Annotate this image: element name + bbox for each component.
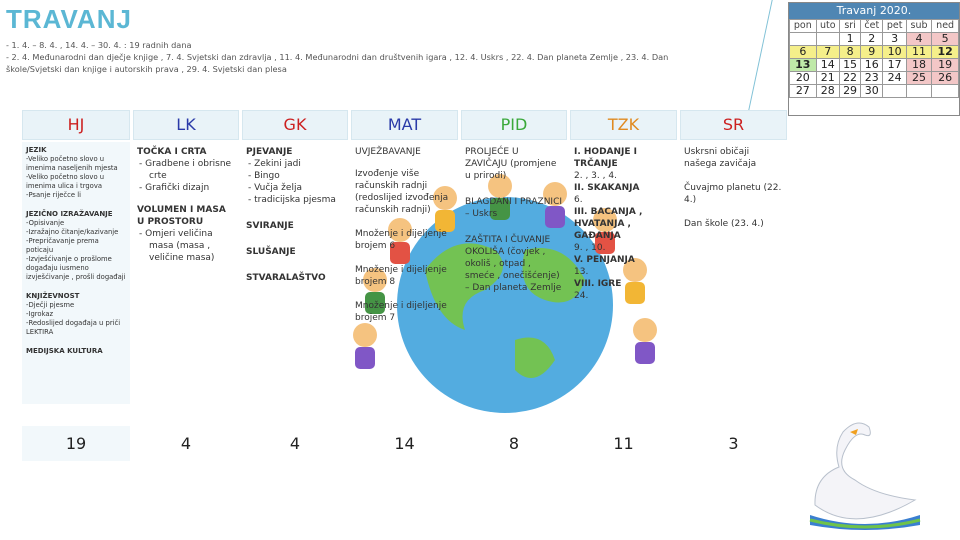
summary-line: - 2. 4. Međunarodni dan dječje knjige , 7. 4. Svjetski dan zdravlja , 11. 4. Međunarodni dan društvenih igara , 12. 4. Uskrs , 22. 4. Dan planeta Zemlje , 23. 4. Dan: [6, 52, 669, 62]
calendar-day: 14: [816, 59, 839, 72]
hj-item: -Izražajno čitanje/kazivanje: [26, 228, 119, 236]
mat-item: Množenje i dijeljenje brojem 6: [355, 229, 447, 251]
sr-item: Čuvajmo planetu (22. 4.): [684, 183, 782, 205]
gk-title: STVARALAŠTVO: [246, 273, 326, 283]
subject-header-lk: [133, 110, 239, 140]
hj-medij-title: MEDIJSKA KULTURA: [26, 347, 103, 355]
lk-item: - Grafički dizajn: [139, 183, 210, 193]
subject-name: PID: [500, 115, 528, 134]
calendar-day: 10: [883, 46, 906, 59]
gk-item: - tradicijska pjesma: [248, 195, 336, 205]
subject-header-mat: [351, 110, 458, 140]
calendar-day: 29: [839, 85, 860, 98]
calendar-day: 12: [932, 46, 959, 59]
subject-header-pid: [461, 110, 567, 140]
calendar-day: 2: [861, 33, 883, 46]
lk-title: VOLUMEN I MASA U PROSTORU: [137, 205, 226, 227]
hj-item: -Veliko početno slovo u imenima ulica i trgova: [26, 173, 105, 190]
hj-jezik-title: JEZIK: [26, 146, 47, 154]
tzk-item: 2. , 3. , 4.: [574, 171, 617, 181]
mat-column: [351, 142, 458, 352]
total-hj: 19: [22, 426, 130, 461]
subject-name: MAT: [387, 115, 422, 134]
calendar-day: 19: [932, 59, 959, 72]
calendar-day-name: uto: [816, 20, 839, 33]
sr-column: [680, 142, 787, 272]
tzk-item: 9. , 10.: [574, 243, 606, 253]
calendar-day: 6: [790, 46, 817, 59]
calendar-day: 17: [883, 59, 906, 72]
swan-illustration: [805, 420, 925, 530]
subject-name: SR: [722, 115, 745, 134]
calendar-day: 8: [839, 46, 860, 59]
tzk-item: II. SKAKANJA: [574, 183, 640, 193]
calendar-day: 27: [790, 85, 817, 98]
gk-item: - Vučja želja: [248, 183, 302, 193]
hj-item: -Dječji pjesme: [26, 301, 75, 309]
calendar-day: 22: [839, 72, 860, 85]
calendar-day: [790, 33, 817, 46]
curriculum-grid: [22, 110, 787, 458]
hj-item: -Veliko početno slovo u imenima naseljenih mjesta: [26, 155, 118, 172]
calendar-day: [932, 85, 959, 98]
mat-item: Množenje i dijeljenje brojem 8: [355, 265, 447, 287]
calendar-day-name: sri: [839, 20, 860, 33]
gk-title: PJEVANJE: [246, 147, 293, 157]
calendar-day-name: sub: [906, 20, 931, 33]
calendar-day: 5: [932, 33, 959, 46]
total-gk: 4: [289, 434, 301, 453]
calendar-day: [883, 85, 906, 98]
hj-item: -Psanje riječce li: [26, 191, 82, 199]
subject-header-hj: [22, 110, 130, 140]
lk-column: [133, 142, 239, 263]
mat-item: Izvođenje više računskih radnji (redoslijed izvođenja računskih radnji): [355, 169, 449, 215]
hj-knjizevnost-title: KNJIŽEVNOST: [26, 292, 80, 300]
calendar-day: 3: [883, 33, 906, 46]
calendar-title: Travanj 2020.: [789, 3, 959, 19]
calendar-day: 11: [906, 46, 931, 59]
total-mat: 14: [394, 434, 415, 453]
calendar-day: [906, 85, 931, 98]
hj-item: -Opisivanje: [26, 219, 65, 227]
sr-item: Uskrsni običaji našega zavičaja: [684, 147, 757, 169]
subject-header-sr: [680, 110, 787, 140]
calendar-day: [816, 33, 839, 46]
subject-name: GK: [283, 115, 307, 134]
calendar-day: 21: [816, 72, 839, 85]
calendar-day: 25: [906, 72, 931, 85]
sr-item: Dan škole (23. 4.): [684, 219, 764, 229]
subject-header-tzk: [570, 110, 677, 140]
hj-item: LEKTIRA: [26, 328, 54, 336]
tzk-item: 6.: [574, 195, 583, 205]
calendar-day: 16: [861, 59, 883, 72]
subject-header-gk: [242, 110, 348, 140]
calendar-day: 1: [839, 33, 860, 46]
total-sr: 3: [728, 434, 739, 453]
total-lk: 4: [180, 434, 192, 453]
subject-name: HJ: [67, 115, 85, 134]
calendar-day: 9: [861, 46, 883, 59]
calendar-day-name: pet: [883, 20, 906, 33]
calendar: [788, 2, 960, 116]
subject-name: LK: [176, 115, 196, 134]
calendar-day-name: pon: [790, 20, 817, 33]
summary-line: škole/Svjetski dan knjige i autorskih prava , 29. 4. Svjetski dan plesa: [6, 64, 287, 74]
total-tzk: 11: [613, 434, 634, 453]
gk-item: - Zekini jadi: [248, 159, 301, 169]
calendar-day: 20: [790, 72, 817, 85]
gk-title: SVIRANJE: [246, 221, 294, 231]
calendar-day-name: čet: [861, 20, 883, 33]
mat-item: UVJEŽBAVANJE: [355, 147, 421, 157]
tzk-item: 24.: [574, 291, 589, 301]
calendar-day: 28: [816, 85, 839, 98]
tzk-item: III. BACANJA , HVATANJA , GAĐANJA: [574, 207, 643, 241]
lk-title: TOČKA I CRTA: [137, 147, 207, 157]
tzk-item: I. HODANJE I TRČANJE: [574, 147, 638, 169]
calendar-day: 26: [932, 72, 959, 85]
tzk-column: [570, 142, 677, 312]
pid-item: PROLJEĆE U ZAVIČAJU (promjene u prirodi): [465, 147, 557, 181]
tzk-item: 13.: [574, 267, 589, 277]
pid-column: [461, 142, 567, 312]
calendar-day: 24: [883, 72, 906, 85]
tzk-item: VIII. IGRE: [574, 279, 622, 289]
page-title: TRAVANJ: [6, 4, 132, 34]
hj-column: [22, 142, 130, 404]
month-summary: [6, 39, 781, 75]
lk-item: - Gradbene i obrisne crte: [139, 159, 232, 181]
hj-item: -Igrokaz: [26, 310, 54, 318]
calendar-day: 23: [861, 72, 883, 85]
gk-item: - Bingo: [248, 171, 280, 181]
total-pid: 8: [508, 434, 520, 453]
calendar-table: [789, 19, 959, 98]
calendar-day: 18: [906, 59, 931, 72]
hj-izrazavanje-title: JEZIČNO IZRAŽAVANJE: [26, 210, 113, 218]
calendar-day: 13: [790, 59, 817, 72]
calendar-day: 15: [839, 59, 860, 72]
calendar-day: 7: [816, 46, 839, 59]
summary-line: - 1. 4. – 8. 4. , 14. 4. – 30. 4. : 19 radnih dana: [6, 40, 192, 50]
mat-item: Množenje i dijeljenje brojem 7: [355, 301, 447, 323]
hj-item: -Redoslijed događaja u priči: [26, 319, 121, 327]
tzk-item: V. PENJANJA: [574, 255, 635, 265]
hj-item: -Izvješćivanje o prošlome događaju iusmeno izvješćivanje , prošli događaji: [26, 255, 126, 281]
hj-item: -Prepričavanje prema poticaju: [26, 237, 99, 254]
calendar-day: 30: [861, 85, 883, 98]
calendar-day: 4: [906, 33, 931, 46]
pid-item: BLAGDANI I PRAZNICI – Uskrs: [465, 197, 563, 219]
gk-title: SLUŠANJE: [246, 247, 296, 257]
calendar-day-name: ned: [932, 20, 959, 33]
pid-item: ZAŠTITA I ČUVANJE OKOLIŠA (čovjek , okoliš , otpad , smeće , onečišćenje) – Dan planeta Zemlje: [465, 235, 562, 293]
gk-column: [242, 142, 348, 322]
subject-name: TZK: [607, 115, 640, 134]
lk-item: - Omjeri veličina masa (masa , veličine masa): [139, 229, 215, 263]
